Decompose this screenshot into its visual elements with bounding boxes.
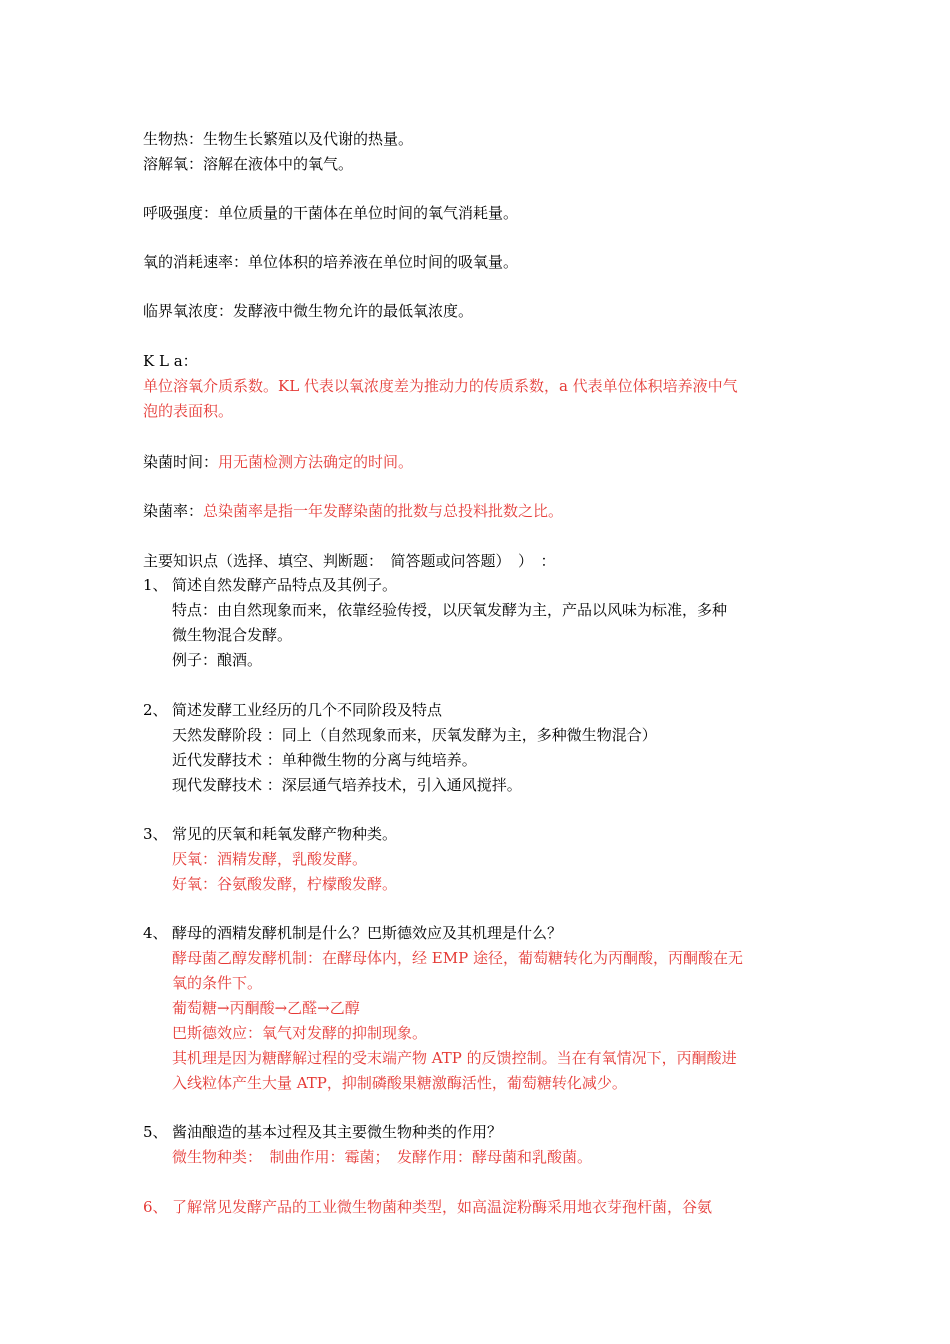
- contamination-rate-label: 染菌率：: [143, 502, 204, 520]
- question-number: 1、: [143, 576, 168, 594]
- q3-answer-line-2: 好氧：谷氨酸发酵，柠檬酸发酵。: [172, 875, 398, 893]
- q1-answer-line-1: 特点：由自然现象而来，依靠经验传授，以厌氧发酵为主，产品以风味为标准，多种: [172, 601, 728, 619]
- q5-answer-line-1: 微生物种类： 制曲作用：霉菌； 发酵作用：酵母菌和乳酸菌。: [172, 1148, 593, 1166]
- question-number: 6、: [143, 1198, 168, 1216]
- question-title: 简述发酵工业经历的几个不同阶段及特点: [172, 701, 443, 719]
- question-1: [143, 573, 397, 598]
- kla-definition-line-2: 泡的表面积。: [143, 402, 234, 420]
- q3-answer-line-1: 厌氧：酒精发酵，乳酸发酵。: [172, 850, 368, 868]
- question-number: 2、: [143, 701, 168, 719]
- question-2: [143, 698, 442, 723]
- q1-answer-line-3: 例子：酿酒。: [172, 651, 263, 669]
- question-5: [143, 1120, 502, 1145]
- q4-answer-line-5: 其机理是因为糖酵解过程的受末端产物 ATP 的反馈控制。当在有氧情况下，丙酮酸进: [172, 1049, 737, 1067]
- definition-critical-oxygen: 临界氧浓度：发酵液中微生物允许的最低氧浓度。: [143, 302, 474, 320]
- contamination-rate-text: 总染菌率是指一年发酵染菌的批数与总投料批数之比。: [203, 502, 564, 520]
- kla-definition-line-1: 单位溶氧介质系数。KL 代表以氧浓度差为推动力的传质系数，a 代表单位体积培养液中气: [143, 377, 738, 395]
- contamination-time-label: 染菌时间：: [143, 453, 219, 471]
- kla-label: K L a：: [143, 352, 198, 370]
- definition-contamination-rate: [143, 499, 563, 524]
- q4-answer-line-1: 酵母菌乙醇发酵机制：在酵母体内，经 EMP 途径，葡萄糖转化为丙酮酸，丙酮酸在无: [172, 949, 743, 967]
- q2-answer-line-3: 现代发酵技术 ：深层通气培养技术，引入通风搅拌。: [172, 776, 522, 794]
- question-number: 5、: [143, 1123, 168, 1141]
- question-title: 酱油酿造的基本过程及其主要微生物种类的作用？: [172, 1123, 503, 1141]
- contamination-time-text: 用无菌检测方法确定的时间。: [218, 453, 414, 471]
- question-title: 简述自然发酵产品特点及其例子。: [172, 576, 398, 594]
- question-4: [143, 921, 562, 946]
- definition-respiration-intensity: 呼吸强度：单位质量的干菌体在单位时间的氧气消耗量。: [143, 204, 519, 222]
- question-3: [143, 822, 397, 847]
- q1-answer-line-2: 微生物混合发酵。: [172, 626, 293, 644]
- question-6: [143, 1195, 712, 1220]
- definition-contamination-time: [143, 450, 413, 475]
- q2-answer-line-1: 天然发酵阶段 ：同上（自然现象而来，厌氧发酵为主，多种微生物混合）: [172, 726, 657, 744]
- q2-answer-line-2: 近代发酵技术 ：单种微生物的分离与纯培养。: [172, 751, 477, 769]
- question-title: 了解常见发酵产品的工业微生物菌种类型，如高温淀粉酶采用地衣芽孢杆菌，谷氨: [172, 1198, 713, 1216]
- q4-answer-line-6: 入线粒体产生大量 ATP，抑制磷酸果糖激酶活性，葡萄糖转化减少。: [172, 1074, 627, 1092]
- definition-dissolved-oxygen: 溶解氧：溶解在液体中的氧气。: [143, 155, 354, 173]
- knowledge-heading: 主要知识点（选择、填空、判断题： 简答题或问答题） ） ：: [143, 552, 556, 570]
- question-number: 4、: [143, 924, 168, 942]
- q4-answer-line-4: 巴斯德效应：氧气对发酵的抑制现象。: [172, 1024, 428, 1042]
- definition-oxygen-consumption-rate: 氧的消耗速率：单位体积的培养液在单位时间的吸氧量。: [143, 253, 519, 271]
- question-title: 酵母的酒精发酵机制是什么？巴斯德效应及其机理是什么？: [172, 924, 563, 942]
- definition-bio-heat: 生物热：生物生长繁殖以及代谢的热量。: [143, 130, 414, 148]
- q4-answer-line-2: 氧的条件下。: [172, 974, 263, 992]
- q4-answer-line-3: 葡萄糖→丙酮酸→乙醛→乙醇: [172, 999, 360, 1017]
- question-title: 常见的厌氧和耗氧发酵产物种类。: [172, 825, 398, 843]
- question-number: 3、: [143, 825, 168, 843]
